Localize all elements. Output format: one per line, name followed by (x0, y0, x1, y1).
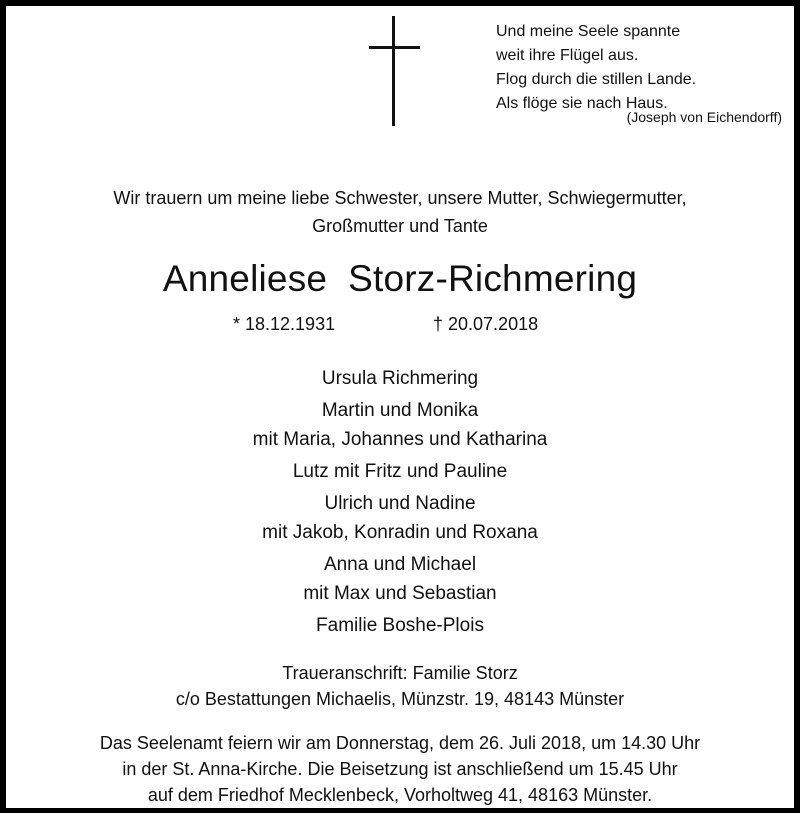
survivor-entry: mit Maria, Johannes und Katharina (252, 429, 548, 450)
survivors-list (0, 364, 800, 640)
poem-quote (496, 20, 696, 116)
poem-line: Als flöge sie nach Haus. (496, 95, 668, 112)
service-line: in der St. Anna-Kirche. Die Beisetzung ist anschließend um 15.45 Uhr (122, 759, 678, 779)
intro-line: Wir trauern um meine liebe Schwester, unsere Mutter, Schwiegermutter, (113, 188, 687, 208)
cross-vertical-bar (392, 16, 395, 126)
death-date: † 20.07.2018 (433, 314, 539, 334)
poem-line: Flog durch die stillen Lande. (496, 71, 697, 88)
service-details (0, 730, 800, 808)
birth-date: * 18.12.1931 (233, 314, 336, 334)
survivor-entry: Lutz mit Fritz und Pauline (292, 461, 508, 482)
poem-author: (Joseph von Eichendorff) (626, 109, 782, 125)
poem-line: weit ihre Flügel aus. (496, 47, 639, 64)
address-line: c/o Bestattungen Michaelis, Münzstr. 19, 48143 Münster (175, 689, 625, 709)
survivor-entry: Ursula Richmering (321, 368, 479, 389)
survivor-entry: mit Max und Sebastian (303, 583, 497, 604)
survivor-entry: Familie Boshe-Plois (316, 615, 484, 636)
survivor-entry: Anna und Michael (323, 554, 477, 575)
survivor-entry: mit Jakob, Konradin und Roxana (262, 522, 538, 543)
mourning-address (0, 660, 800, 712)
cross-horizontal-bar (369, 46, 420, 49)
survivor-entry: Ulrich und Nadine (324, 493, 476, 514)
deceased-name: Anneliese Storz-Richmering (162, 258, 638, 299)
address-line: Traueranschrift: Familie Storz (282, 663, 518, 683)
mourning-intro (0, 184, 800, 240)
survivor-entry: Martin und Monika (321, 400, 479, 421)
service-line: Das Seelenamt feiern wir am Donnerstag, dem 26. Juli 2018, um 14.30 Uhr (99, 733, 701, 753)
service-line: auf dem Friedhof Mecklenbeck, Vorholtweg 41, 48163 Münster. (147, 785, 653, 805)
poem-line: Und meine Seele spannte (496, 23, 681, 40)
intro-line: Großmutter und Tante (312, 216, 488, 236)
